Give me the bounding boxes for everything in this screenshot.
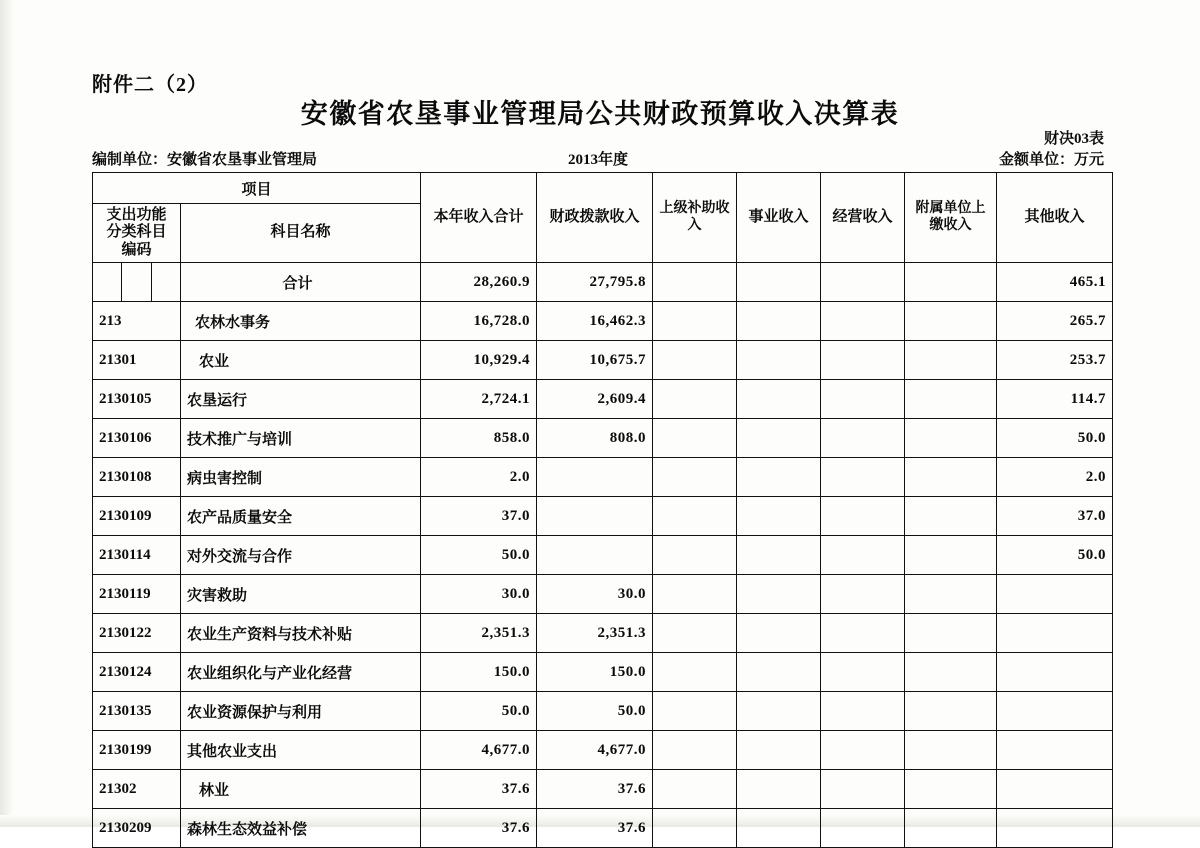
row-subordinate-remit [905,809,997,848]
row-operating-income [821,497,905,536]
row-name: 技术推广与培训 [181,419,421,458]
row-other-income: 465.1 [997,263,1113,302]
row-other-income [997,809,1113,848]
row-operating-income [821,692,905,731]
row-superior-subsidy [653,458,737,497]
row-year-total: 150.0 [421,653,537,692]
row-fiscal-appropriation: 16,462.3 [537,302,653,341]
row-business-income [737,536,821,575]
row-code: 2130106 [93,419,181,458]
row-superior-subsidy [653,497,737,536]
row-fiscal-appropriation: 27,795.8 [537,263,653,302]
row-other-income: 37.0 [997,497,1113,536]
fiscal-year: 2013年度 [567,152,628,168]
row-other-income: 2.0 [997,458,1113,497]
row-code: 21301 [93,341,181,380]
form-code: 财决03表 [1043,131,1104,147]
row-operating-income [821,380,905,419]
row-subordinate-remit [905,380,997,419]
row-business-income [737,302,821,341]
row-business-income [737,731,821,770]
row-business-income [737,458,821,497]
budget-revenue-table [92,172,1113,848]
row-fiscal-appropriation: 37.6 [537,809,653,848]
row-code: 2130119 [93,575,181,614]
row-year-total: 2.0 [421,458,537,497]
table-row [93,302,1113,341]
row-business-income [737,653,821,692]
row-fiscal-appropriation: 50.0 [537,692,653,731]
row-operating-income [821,653,905,692]
row-year-total: 4,677.0 [421,731,537,770]
table-row [93,614,1113,653]
row-code: 213 [93,302,181,341]
row-name: 对外交流与合作 [181,536,421,575]
row-other-income [997,614,1113,653]
page-title: 安徽省农垦事业管理局公共财政预算收入决算表 [300,99,900,129]
row-subordinate-remit [905,770,997,809]
row-operating-income [821,731,905,770]
row-code: 2130114 [93,536,181,575]
row-fiscal-appropriation: 4,677.0 [537,731,653,770]
row-code: 2130124 [93,653,181,692]
row-name: 农业 [181,341,421,380]
row-year-total: 37.6 [421,770,537,809]
row-business-income [737,497,821,536]
row-year-total: 30.0 [421,575,537,614]
code-box-1 [93,263,122,301]
row-operating-income [821,458,905,497]
row-year-total: 37.0 [421,497,537,536]
meta-row [92,148,1104,168]
row-business-income [737,575,821,614]
row-business-income [737,809,821,848]
table-row [93,263,1113,302]
row-fiscal-appropriation: 30.0 [537,575,653,614]
row-code: 2130199 [93,731,181,770]
row-superior-subsidy [653,692,737,731]
row-fiscal-appropriation: 808.0 [537,419,653,458]
table-header [93,173,1113,263]
row-operating-income [821,536,905,575]
row-name: 灾害救助 [181,575,421,614]
row-name: 其他农业支出 [181,731,421,770]
table-row [93,653,1113,692]
table-row [93,809,1113,848]
row-superior-subsidy [653,809,737,848]
row-subordinate-remit [905,692,997,731]
row-code: 2130209 [93,809,181,848]
row-other-income: 114.7 [997,380,1113,419]
header-year-total: 本年收入合计 [421,173,537,263]
header-fiscal-appropriation: 财政拨款收入 [537,173,653,263]
row-fiscal-appropriation [537,497,653,536]
row-other-income [997,653,1113,692]
table-row [93,458,1113,497]
row-other-income: 50.0 [997,419,1113,458]
compiler-unit: 编制单位：安徽省农垦事业管理局 [92,152,318,168]
row-fiscal-appropriation: 2,609.4 [537,380,653,419]
row-superior-subsidy [653,419,737,458]
row-operating-income [821,809,905,848]
table-row [93,419,1113,458]
header-superior-subsidy: 上级补助收入 [653,173,737,263]
row-operating-income [821,341,905,380]
table-row [93,380,1113,419]
row-other-income: 265.7 [997,302,1113,341]
row-name: 农林水事务 [181,302,421,341]
row-business-income [737,341,821,380]
row-fiscal-appropriation: 150.0 [537,653,653,692]
row-code: 2130105 [93,380,181,419]
row-other-income [997,575,1113,614]
table-row [93,341,1113,380]
row-business-income [737,614,821,653]
row-year-total: 858.0 [421,419,537,458]
table-body [93,263,1113,848]
row-fiscal-appropriation: 10,675.7 [537,341,653,380]
row-business-income [737,770,821,809]
header-code-line3: 编码 [121,241,152,258]
table-row [93,575,1113,614]
row-year-total: 50.0 [421,692,537,731]
row-name: 林业 [181,770,421,809]
row-other-income: 253.7 [997,341,1113,380]
row-fiscal-appropriation [537,458,653,497]
row-year-total: 16,728.0 [421,302,537,341]
row-subordinate-remit [905,458,997,497]
header-code-line1: 支出功能 [106,207,167,224]
row-subordinate-remit [905,536,997,575]
row-subordinate-remit [905,731,997,770]
row-operating-income [821,302,905,341]
header-code [93,204,181,263]
row-name: 森林生态效益补偿 [181,809,421,848]
row-year-total: 50.0 [421,536,537,575]
header-code-line2: 分类科目 [106,224,167,241]
row-code: 2130135 [93,692,181,731]
table-row [93,536,1113,575]
row-subordinate-remit [905,341,997,380]
row-other-income: 50.0 [997,536,1113,575]
header-business-income: 事业收入 [737,173,821,263]
row-code: 21302 [93,770,181,809]
row-code: 2130108 [93,458,181,497]
row-business-income [737,692,821,731]
header-group-item: 项目 [93,173,421,204]
row-name: 农业组织化与产业化经营 [181,653,421,692]
row-operating-income [821,419,905,458]
code-box-2 [122,263,151,301]
code-box-3 [152,263,180,301]
row-business-income [737,419,821,458]
row-name: 合计 [181,263,421,302]
row-superior-subsidy [653,653,737,692]
row-year-total: 37.6 [421,809,537,848]
row-subordinate-remit [905,653,997,692]
row-name: 农业生产资料与技术补贴 [181,614,421,653]
row-subordinate-remit [905,575,997,614]
row-superior-subsidy [653,380,737,419]
row-name: 病虫害控制 [181,458,421,497]
row-other-income [997,731,1113,770]
row-superior-subsidy [653,731,737,770]
header-subject-name: 科目名称 [181,204,421,263]
row-fiscal-appropriation [537,536,653,575]
row-superior-subsidy [653,575,737,614]
row-code-split [93,263,181,302]
table-row [93,497,1113,536]
row-year-total: 2,724.1 [421,380,537,419]
row-code: 2130109 [93,497,181,536]
row-subordinate-remit [905,302,997,341]
row-superior-subsidy [653,263,737,302]
row-subordinate-remit [905,419,997,458]
row-name: 农业资源保护与利用 [181,692,421,731]
row-name: 农垦运行 [181,380,421,419]
amount-unit: 金额单位：万元 [998,152,1104,168]
row-superior-subsidy [653,770,737,809]
row-subordinate-remit [905,497,997,536]
table-row [93,692,1113,731]
row-year-total: 10,929.4 [421,341,537,380]
row-superior-subsidy [653,536,737,575]
row-code: 2130122 [93,614,181,653]
row-fiscal-appropriation: 37.6 [537,770,653,809]
row-business-income [737,263,821,302]
row-superior-subsidy [653,341,737,380]
row-other-income [997,770,1113,809]
row-name: 农产品质量安全 [181,497,421,536]
row-fiscal-appropriation: 2,351.3 [537,614,653,653]
header-subordinate-remit: 附属单位上缴收入 [905,173,997,263]
row-operating-income [821,614,905,653]
row-other-income [997,692,1113,731]
row-year-total: 28,260.9 [421,263,537,302]
row-operating-income [821,575,905,614]
row-superior-subsidy [653,614,737,653]
header-other-income: 其他收入 [997,173,1113,263]
row-subordinate-remit [905,263,997,302]
table-header-row-group [93,173,1113,204]
table-row [93,731,1113,770]
row-operating-income [821,263,905,302]
row-superior-subsidy [653,302,737,341]
row-business-income [737,380,821,419]
row-operating-income [821,770,905,809]
row-subordinate-remit [905,614,997,653]
row-year-total: 2,351.3 [421,614,537,653]
header-operating-income: 经营收入 [821,173,905,263]
attachment-label: 附件二（2） [92,74,208,96]
table-row [93,770,1113,809]
